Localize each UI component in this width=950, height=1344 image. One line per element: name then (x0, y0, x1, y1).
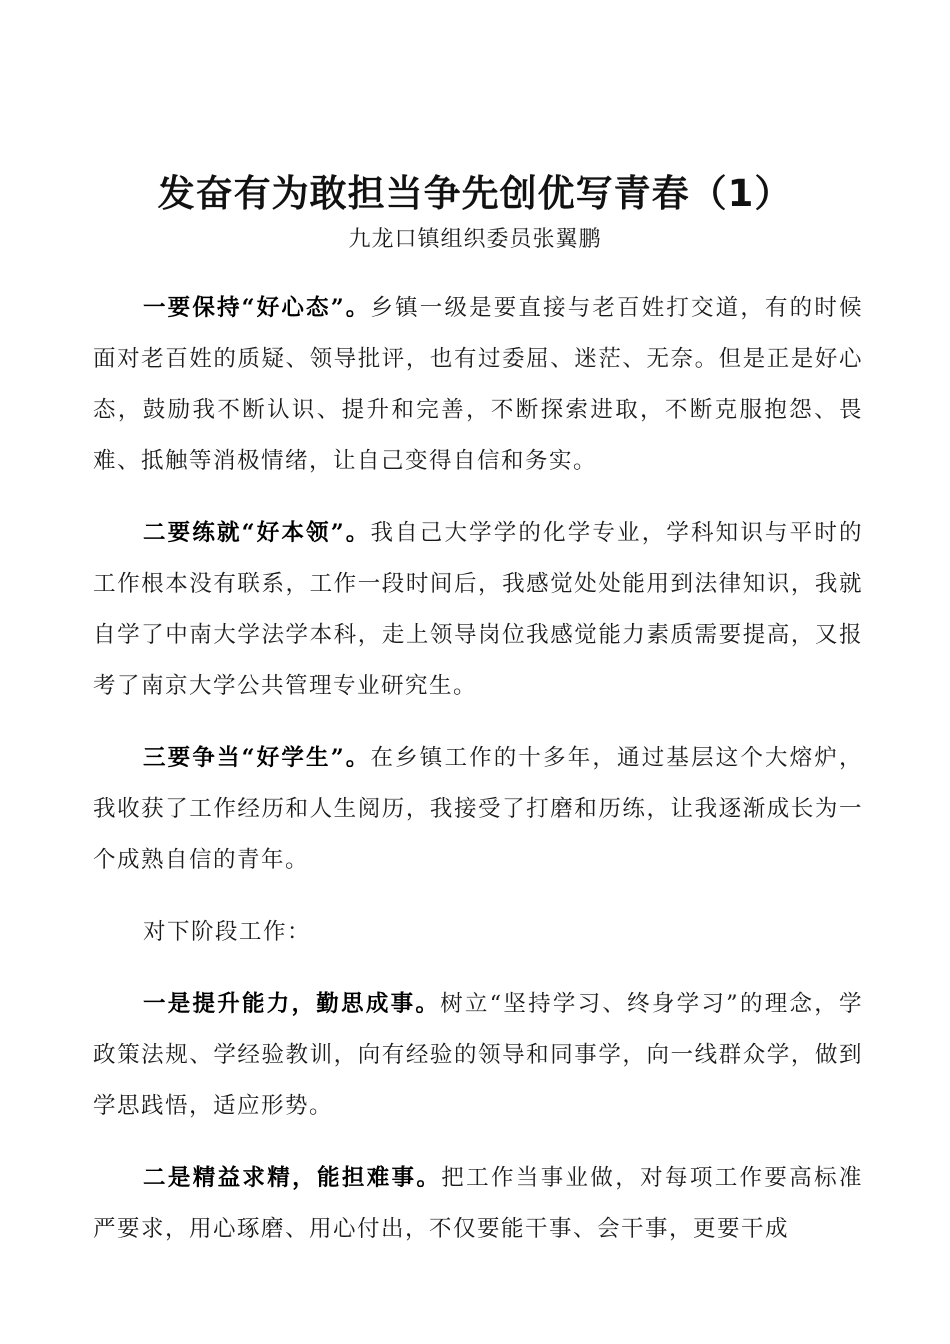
paragraph-6 (93, 1153, 863, 1255)
paragraph-lead: 二是精益求精，能担难事。 (143, 1165, 442, 1191)
document-title: 发奋有为敢担当争先创优写青春（1） (157, 171, 793, 215)
paragraph-text: 在乡镇工作的十多年，通过基层这个大熔炉，我收获了工作经历和人生阅历，我接受了打磨和历练，让我逐渐成长为一个成熟自信的青年。 (93, 745, 863, 873)
document-body (93, 283, 863, 1276)
paragraph-text: 乡镇一级是要直接与老百姓打交道，有的时候面对老百姓的质疑、领导批评，也有过委屈、迷茫、无奈。但是正是好心态，鼓励我不断认识、提升和完善，不断探索进取，不断克服抱怨、畏难、抵触等消极情绪，让自己变得自信和务实。 (93, 295, 863, 474)
paragraph-text: 树立“坚持学习、终身学习”的理念，学政策法规、学经验教训，向有经验的领导和同事学，向一线群众学，做到学思践悟，适应形势。 (93, 991, 863, 1119)
paragraph-text: 把工作当事业做，对每项工作要高标准严要求，用心琢磨、用心付出，不仅要能干事、会干事，更要干成 (93, 1165, 863, 1242)
paragraph-text: 我自己大学学的化学专业，学科知识与平时的工作根本没有联系，工作一段时间后，我感觉处处能用到法律知识，我就自学了中南大学法学本科，走上领导岗位我感觉能力素质需要提高，又报考了南京大学公共管理专业研究生。 (93, 520, 863, 699)
paragraph-1 (93, 283, 863, 487)
document-author: 九龙口镇组织委员张翼鹏 (348, 227, 602, 252)
paragraph-lead: 一要保持“好心态”。 (143, 295, 371, 321)
paragraph-text: 对下阶段工作： (143, 919, 312, 945)
paragraph-lead: 二要练就“好本领”。 (143, 520, 371, 546)
paragraph-5 (93, 979, 863, 1132)
paragraph-2 (93, 508, 863, 712)
paragraph-lead: 三要争当“好学生”。 (143, 745, 371, 771)
paragraph-4 (93, 907, 863, 958)
paragraph-lead: 一是提升能力，勤思成事。 (143, 991, 441, 1017)
paragraph-3 (93, 733, 863, 886)
